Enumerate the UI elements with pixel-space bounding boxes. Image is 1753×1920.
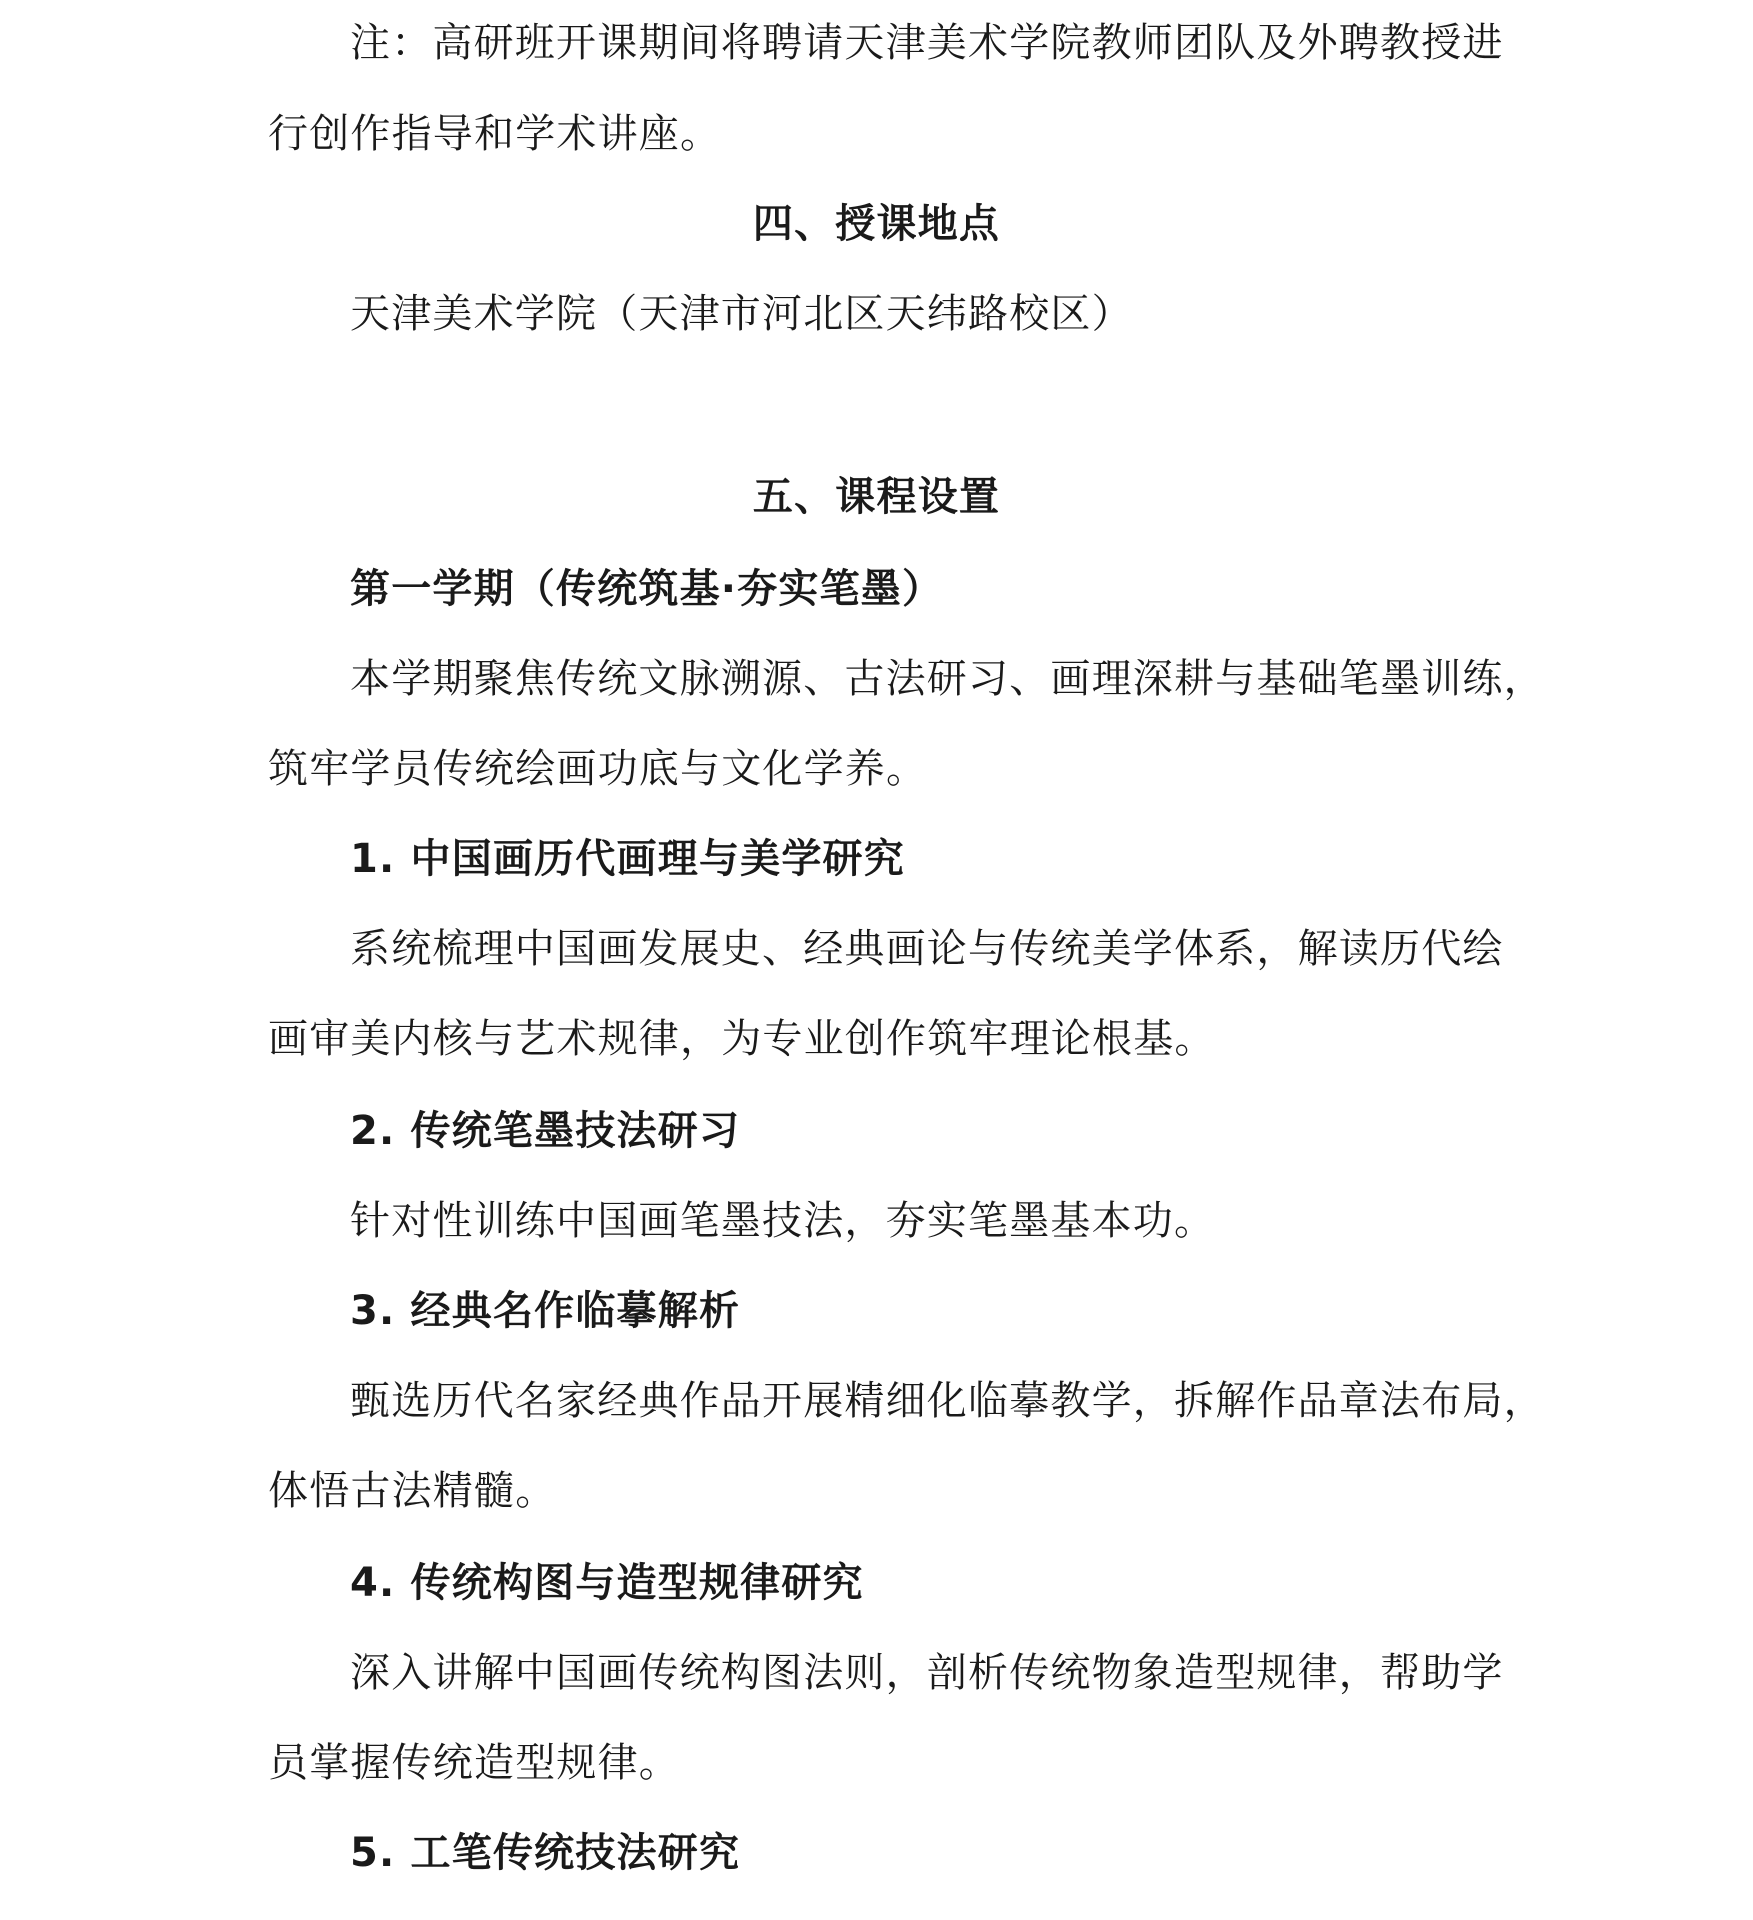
course-4-desc-line-2: 员掌握传统造型规律。 — [268, 1740, 680, 1786]
section-heading-location: 四、授课地点 — [752, 201, 1001, 247]
course-heading-4: 4. 传统构图与造型规律研究 — [350, 1560, 864, 1606]
note-text-line-1: 注：高研班开课期间将聘请天津美术学院教师团队及外聘教授进 — [350, 20, 1504, 66]
course-3-desc-line-1: 甄选历代名家经典作品开展精细化临摹教学，拆解作品章法布局， — [350, 1378, 1545, 1424]
course-2-desc-line-1: 针对性训练中国画笔墨技法，夯实笔墨基本功。 — [350, 1198, 1216, 1244]
note-text-line-2: 行创作指导和学术讲座。 — [268, 111, 722, 157]
course-heading-3: 3. 经典名作临摹解析 — [350, 1288, 741, 1334]
course-4-desc-line-1: 深入讲解中国画传统构图法则，剖析传统物象造型规律，帮助学 — [350, 1650, 1504, 1696]
course-heading-2: 2. 传统笔墨技法研习 — [350, 1108, 741, 1154]
course-3-desc-line-2: 体悟古法精髓。 — [268, 1468, 557, 1514]
semester-intro-line-2: 筑牢学员传统绘画功底与文化学养。 — [268, 746, 928, 792]
location-text: 天津美术学院（天津市河北区天纬路校区） — [350, 291, 1133, 337]
section-heading-curriculum: 五、课程设置 — [752, 474, 1001, 520]
course-heading-5: 5. 工笔传统技法研究 — [350, 1830, 741, 1876]
semester-heading: 第一学期（传统筑基·夯实笔墨） — [350, 566, 944, 612]
course-heading-1: 1. 中国画历代画理与美学研究 — [350, 836, 905, 882]
course-1-desc-line-1: 系统梳理中国画发展史、经典画论与传统美学体系，解读历代绘 — [350, 926, 1504, 972]
semester-intro-line-1: 本学期聚焦传统文脉溯源、古法研习、画理深耕与基础笔墨训练， — [350, 656, 1545, 702]
course-1-desc-line-2: 画审美内核与艺术规律，为专业创作筑牢理论根基。 — [268, 1016, 1216, 1062]
